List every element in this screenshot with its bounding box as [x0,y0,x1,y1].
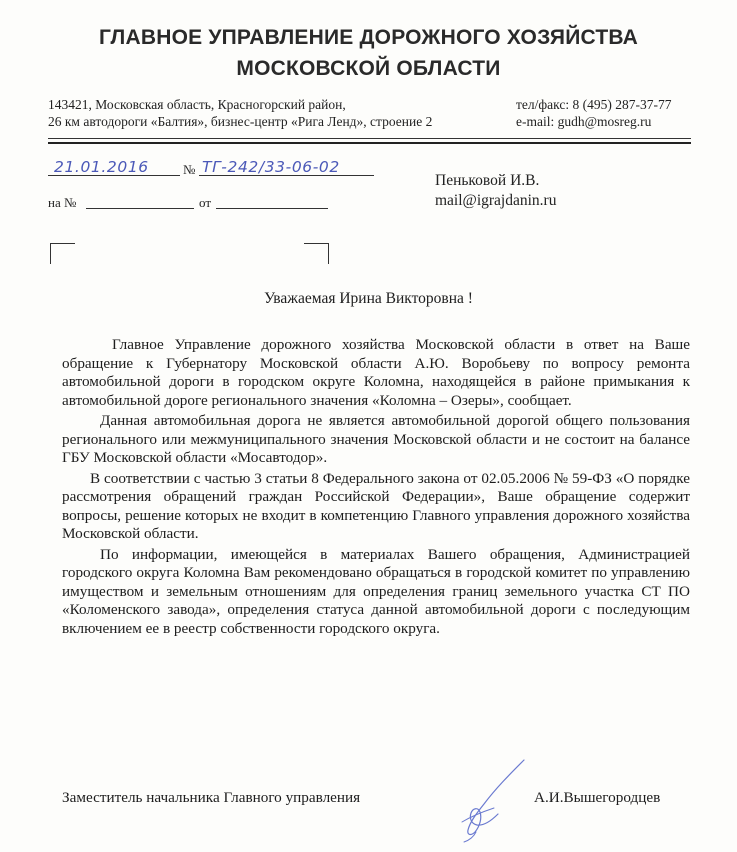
from-label: от [199,195,212,210]
handwritten-signature [440,752,530,847]
contacts-block [516,96,671,130]
number-underline [199,175,374,176]
address-block [48,96,432,130]
date-underline [48,175,180,176]
letterhead-line-2: МОСКОВСКОЙ ОБЛАСТИ [236,57,501,80]
recipient-block [435,171,556,211]
address-line-2: 26 км автодороги «Балтия», бизнес-центр «Рига Ленд», строение 2 [48,114,433,129]
registration-date-handwritten: 21.01.2016 [54,158,149,176]
letterhead-line-1: ГЛАВНОЕ УПРАВЛЕНИЕ ДОРОЖНОГО ХОЗЯЙСТВА [98,26,639,49]
address-line-1: 143421, Московская область, Красногорский район, [48,97,346,112]
registration-number-handwritten: ТГ-242/33-06-02 [202,158,340,176]
recipient-email: mail@igrajdanin.ru [435,192,557,209]
from-underline [216,208,328,209]
header-divider-thick [48,142,691,144]
signatory-position: Заместитель начальника Главного управления [62,789,361,806]
paragraph-3: В соответствии с частью 3 статьи 8 Федерального закона от 02.05.2006 № 59-ФЗ «О порядке рассмотрения обращений граждан Российской Федерации», Ваше обращение содержит вопросы, решение которых не входит в компетенцию Главного управления дорожного хозяйства Московской области. [62,469,690,542]
email-address: e-mail: gudh@mosreg.ru [516,114,652,129]
paragraph-1: Главное Управление дорожного хозяйства Московской области в ответ на Ваше обращение к Губернатору Московской области А.Ю. Воробьеву по вопросу ремонта автомобильной дороги в городском округе Коломна, находящейся в районе примыкания к автомобильной дороге регионального значения «Коломна – Озеры», сообщает. [62,336,690,409]
greeting: Уважаемая Ирина Викторовна ! [264,290,473,307]
recipient-name: Пеньковой И.В. [435,172,540,189]
in-reply-label: на № [48,195,77,210]
corner-mark-left [50,243,75,264]
letter-body [62,336,690,638]
signatory-name: А.И.Вышегородцев [534,789,661,806]
phone-fax: тел/факс: 8 (495) 287-37-77 [516,97,672,112]
paragraph-2: Данная автомобильная дорога не является автомобильной дорогой общего пользования регионального или межмуниципального значения Московской области и не состоит на балансе ГБУ Московской области «Мосавтодор». [62,412,690,466]
header-divider-thin [48,138,691,139]
paragraph-4: По информации, имеющейся в материалах Вашего обращения, Администрацией городского округа Коломна Вам рекомендовано обращаться в городской комитет по управлению имуществом и земельным отношениям для определения границ земельного участка СТ ПО «Коломенского завода», определения статуса данной автомобильной дороги с последующим включением ее в реестр собственности городского округа. [62,545,690,637]
number-sign: № [183,162,196,177]
corner-mark-right [304,243,329,264]
in-reply-underline [86,208,194,209]
